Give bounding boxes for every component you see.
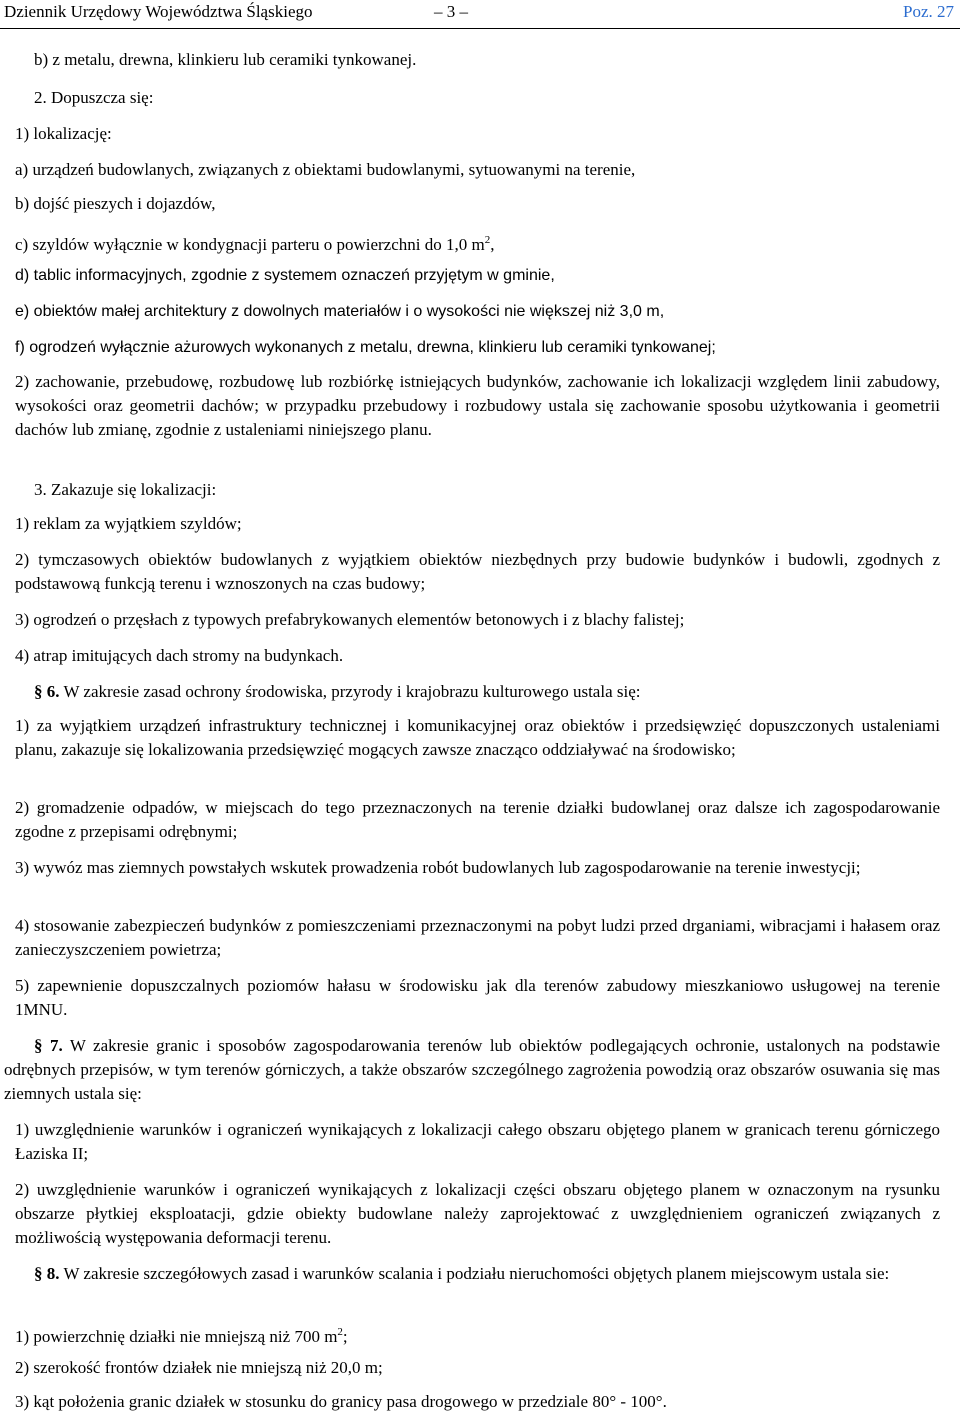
text-line: d) tablic informacyjnych, zgodnie z systemem oznaczeń przyjętym w gminie, <box>15 267 555 284</box>
paragraph-2: 2) zachowanie, przebudowę, rozbudowę lub rozbiórkę istniejących budynków, zachowanie ich lokalizacji względem linii zabudowy, wysokości oraz geometrii dachów; w przypadku przebudowy i rozbudowy ustala się zachowanie sposobu użytkowania i geometrii dachów lub zmianę, zgodnie z ustaleniami niniejszego planu. <box>15 372 940 439</box>
text-line: b) z metalu, drewna, klinkieru lub ceramiki tynkowanej. <box>34 50 417 69</box>
text-line: 1) lokalizację: <box>15 124 112 143</box>
position-link[interactable]: Poz. 27 <box>903 2 954 21</box>
section-8: § 8. W zakresie szczegółowych zasad i warunków scalania i podziału nieruchomości objętych planem miejscowym ustala sie: <box>34 1264 890 1283</box>
text-line: 3) ogrodzeń o przęsłach z typowych prefabrykowanych elementów betonowych i z blachy falistej; <box>15 610 685 629</box>
text-line: a) urządzeń budowlanych, związanych z obiektami budowlanymi, sytuowanymi na terenie, <box>15 160 636 179</box>
text-line: b) dojść pieszych i dojazdów, <box>15 194 216 213</box>
journal-title: Dziennik Urzędowy Województwa Śląskiego <box>4 2 313 21</box>
paragraph-o4: 4) stosowanie zabezpieczeń budynków z pomieszczeniami przeznaczonymi na pobyt ludzi przed drganiami, wibracjami i hałasem oraz zanieczyszczeniem powietrza; <box>15 916 940 959</box>
text-line: 2) szerokość frontów działek nie mniejszą niż 20,0 m; <box>15 1358 383 1377</box>
header-divider <box>0 28 960 29</box>
text-line: 1) powierzchnię działki nie mniejszą niż 700 $m^2$; <box>15 1326 348 1346</box>
paragraph-o1: 1) za wyjątkiem urządzeń infrastruktury technicznej i komunikacyjnej oraz obiektów i przedsięwzięć dopuszczonych ustaleniami planu, zakazuje się lokalizowania przedsięwzięć mogących zawsze znacząco oddziaływać na środowisko; <box>15 716 940 759</box>
section-6-heading: § 6. W zakresie zasad ochrony środowiska, przyrody i krajobrazu kulturowego ustala się: <box>34 682 641 701</box>
section-7: § 7. W zakresie granic i sposobów zagospodarowania terenów lub obiektów podlegających ochronie, ustalonych na podstawie odrębnych przepisów, w tym terenów górniczych, a także obszarów szczególnego zagrożenia powodzią oraz obszarów osuwania się mas ziemnych ustala się: <box>4 1036 941 1103</box>
page-header <box>0 0 960 26</box>
text-line: 3. Zakazuje się lokalizacji: <box>34 480 217 499</box>
text-line: 4) atrap imitujących dach stromy na budynkach. <box>15 646 344 665</box>
text-line: e) obiektów małej architektury z dowolnych materiałów i o wysokości nie większej niż 3,0 m, <box>15 303 665 320</box>
text-line: f) ogrodzeń wyłącznie ażurowych wykonanych z metalu, drewna, klinkieru lub ceramiki tynkowanej; <box>15 339 716 356</box>
paragraph-g1: 1) uwzględnienie warunków i ograniczeń wynikających z lokalizacji całego obszaru objętego planem w granicach terenu górniczego Łaziska II; <box>15 1120 940 1163</box>
paragraph-o2: 2) gromadzenie odpadów, w miejscach do tego przeznaczonych na terenie działki budowlanej oraz dalsze ich zagospodarowanie zgodne z przepisami odrębnymi; <box>15 798 940 841</box>
paragraph-z2: 2) tymczasowych obiektów budowlanych z wyjątkiem obiektów niezbędnych przy budowie budynków i budowli, zgodnych z podstawową funkcją terenu i wznoszonych na czas budowy; <box>15 550 940 593</box>
paragraph-g2: 2) uwzględnienie warunków i ograniczeń wynikających z lokalizacji części obszaru objętego planem w oznaczonym na rysunku obszarze płytkiej eksploatacji, gdzie obiekty budowlane należy zaprojektować z uwzględnieniem ograniczeń związanych z możliwością występowania deformacji terenu. <box>15 1180 940 1247</box>
text-line: 2. Dopuszcza się: <box>34 88 154 107</box>
paragraph-o5: 5) zapewnienie dopuszczalnych poziomów hałasu w środowisku jak dla terenów zabudowy mieszkaniowo usługowej na terenie 1MNU. <box>15 976 940 1019</box>
text-line: 3) kąt położenia granic działek w stosunku do granicy pasa drogowego w przedziale 80° - 100°. <box>15 1392 667 1411</box>
paragraph-o3: 3) wywóz mas ziemnych powstałych wskutek prowadzenia robót budowlanych lub zagospodarowanie na terenie inwestycji; <box>15 858 861 877</box>
text-line: c) szyldów wyłącznie w kondygnacji parteru o powierzchni do 1,0 $m^2$, <box>15 234 495 254</box>
text-line: 1) reklam za wyjątkiem szyldów; <box>15 514 242 533</box>
page-number: – 3 – <box>434 2 468 21</box>
